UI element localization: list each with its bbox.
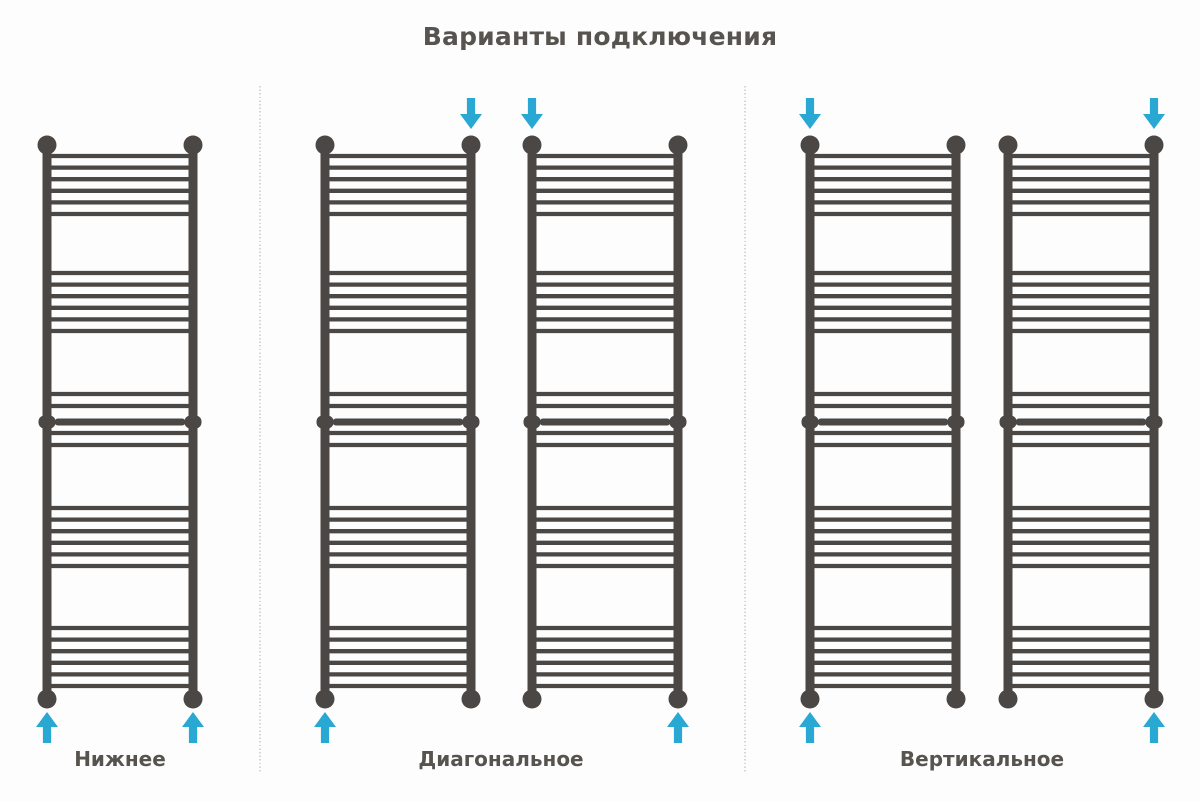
up-arrow-icon-r5-bottom-right [1143, 712, 1165, 743]
up-arrow-icon-r1-bottom-right [182, 712, 204, 743]
down-arrow-icon-r5-top-right [1143, 98, 1165, 129]
towel-radiator-4 [798, 133, 968, 711]
towel-radiator-2 [313, 133, 483, 711]
towel-radiator-1 [35, 133, 205, 711]
up-arrow-icon-r2-bottom-left [314, 712, 336, 743]
group-label-diagonal: Диагональное [418, 747, 584, 771]
separator-line-left [259, 86, 261, 772]
towel-radiator-3 [520, 133, 690, 711]
down-arrow-icon-r4-top-left [799, 98, 821, 129]
up-arrow-icon-r4-bottom-left [799, 712, 821, 743]
group-label-bottom: Нижнее [74, 747, 166, 771]
page-title: Варианты подключения [422, 22, 778, 51]
up-arrow-icon-r1-bottom-left [36, 712, 58, 743]
up-arrow-icon-r3-bottom-right [667, 712, 689, 743]
towel-radiator-5 [996, 133, 1166, 711]
separator-line-right [744, 86, 746, 772]
down-arrow-icon-r2-top-right [460, 98, 482, 129]
down-arrow-icon-r3-top-left [521, 98, 543, 129]
group-label-vertical: Вертикальное [899, 747, 1065, 771]
